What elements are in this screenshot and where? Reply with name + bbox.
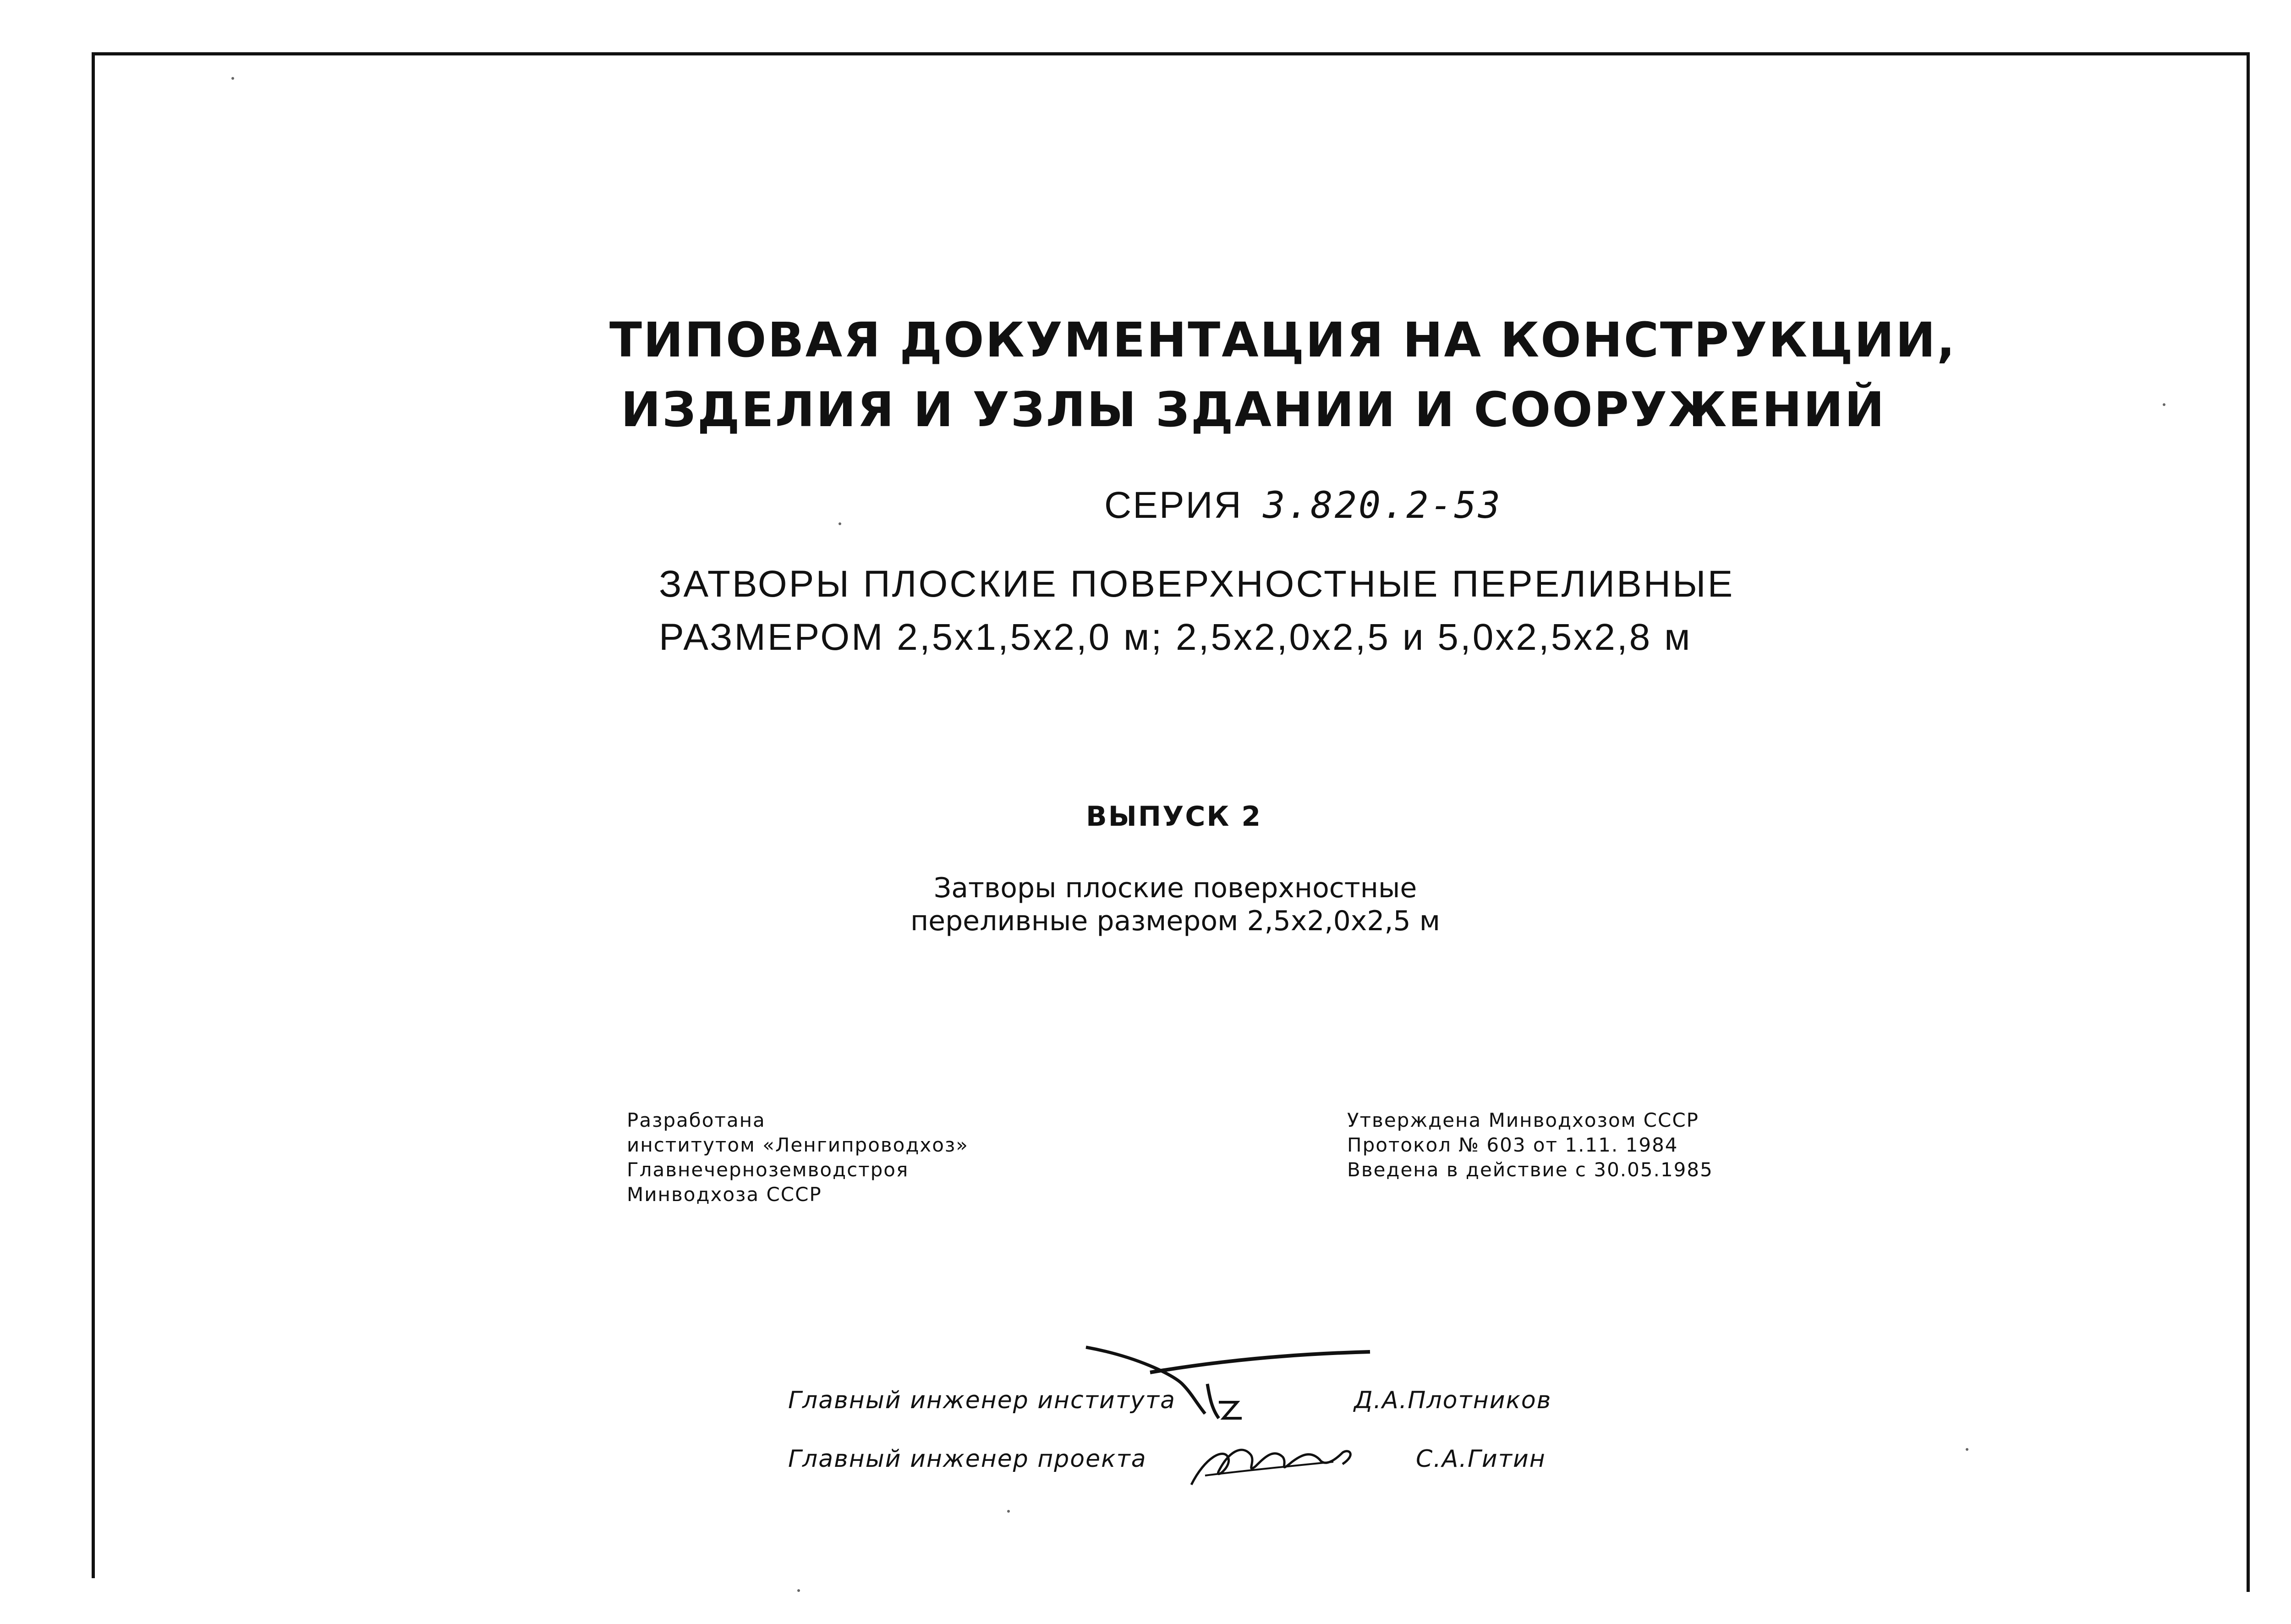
- issue-label: ВЫПУСК 2: [1086, 801, 1262, 833]
- issue-description-line-2: переливные размером 2,5х2,0х2,5 м: [910, 905, 1441, 937]
- scan-speck: [1966, 1448, 1968, 1451]
- frame-top-border: [92, 52, 2250, 55]
- scan-speck: [2163, 403, 2165, 406]
- scan-speck: [839, 522, 841, 525]
- series-line: [1104, 484, 1502, 527]
- scan-speck: [1007, 1510, 1010, 1513]
- developer-line: Главнечерноземводстроя: [627, 1158, 909, 1181]
- developer-line: Минводхоза СССР: [627, 1183, 822, 1206]
- signatory-name: С.А.Гитин: [1416, 1445, 1546, 1473]
- approval-block: [1347, 1108, 1713, 1182]
- series-number: 3.820.2-53: [1263, 484, 1502, 527]
- signatory-name: Д.А.Плотников: [1354, 1387, 1552, 1414]
- subtitle-line-1: ЗАТВОРЫ ПЛОСКИЕ ПОВЕРХНОСТНЫЕ ПЕРЕЛИВНЫЕ: [659, 563, 1735, 605]
- approval-line: Утверждена Минводхозом СССР: [1347, 1109, 1699, 1131]
- approval-line: Введена в действие с 30.05.1985: [1347, 1158, 1713, 1181]
- document-heading-line-2: ИЗДЕЛИЯ И УЗЛЫ ЗДАНИИ И СООРУЖЕНИЙ: [621, 382, 1886, 438]
- frame-right-border: [2247, 52, 2250, 1592]
- issue-description-line-1: Затворы плоские поверхностные: [933, 872, 1417, 904]
- subtitle-line-2: РАЗМЕРОМ 2,5х1,5х2,0 м; 2,5х2,0х2,5 и 5,0х2,5х2,8 м: [659, 616, 1692, 658]
- document-heading-line-1: ТИПОВАЯ ДОКУМЕНТАЦИЯ НА КОНСТРУКЦИИ,: [609, 312, 1957, 368]
- signature-role: Главный инженер института: [788, 1387, 1176, 1414]
- developer-line: Разработана: [627, 1109, 766, 1131]
- scan-speck: [797, 1589, 800, 1592]
- signature-chief-engineer-institute: [1081, 1333, 1375, 1425]
- signature-role: Главный инженер проекта: [788, 1445, 1147, 1473]
- scan-speck: [231, 77, 234, 80]
- frame-left-border: [92, 52, 95, 1578]
- developer-block: [627, 1108, 969, 1207]
- series-label: СЕРИЯ: [1104, 484, 1243, 526]
- approval-line: Протокол № 603 от 1.11. 1984: [1347, 1134, 1678, 1156]
- signature-chief-engineer-project: [1187, 1430, 1361, 1494]
- developer-line: институтом «Ленгипроводхоз»: [627, 1134, 969, 1156]
